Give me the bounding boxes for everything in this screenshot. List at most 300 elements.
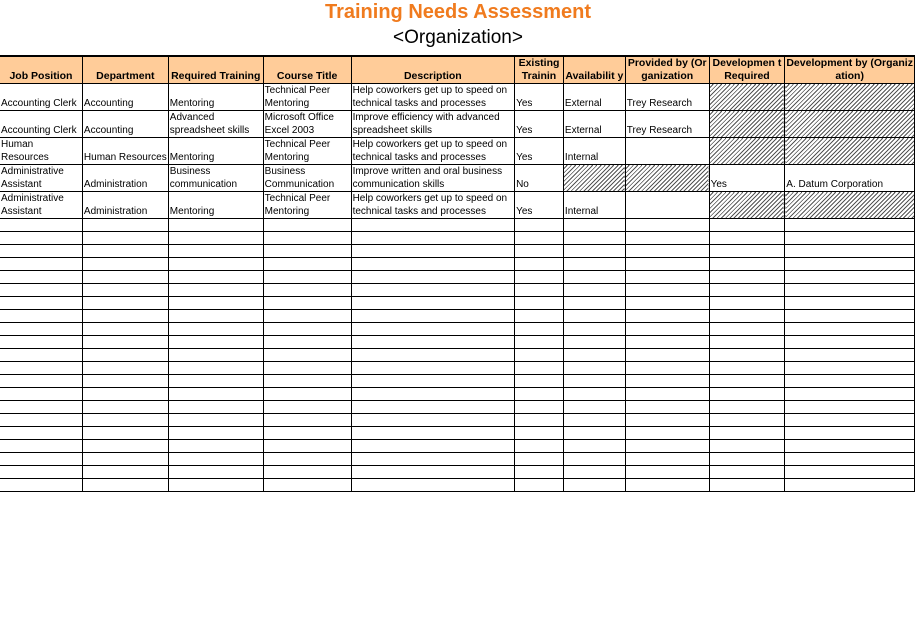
empty-cell[interactable] [515, 245, 564, 258]
empty-cell[interactable] [709, 362, 785, 375]
table-cell[interactable]: Internal [563, 138, 625, 165]
empty-cell[interactable] [263, 284, 351, 297]
empty-cell[interactable] [625, 440, 709, 453]
empty-row [0, 336, 915, 349]
empty-cell[interactable] [0, 297, 82, 310]
table-cell[interactable]: Mentoring [168, 84, 263, 111]
empty-row [0, 362, 915, 375]
empty-cell[interactable] [82, 258, 168, 271]
empty-cell[interactable] [263, 323, 351, 336]
table-cell[interactable] [625, 138, 709, 165]
empty-cell[interactable] [709, 323, 785, 336]
table-cell[interactable] [709, 192, 785, 219]
empty-cell[interactable] [0, 401, 82, 414]
empty-cell[interactable] [709, 232, 785, 245]
empty-cell[interactable] [82, 245, 168, 258]
empty-cell[interactable] [563, 453, 625, 466]
empty-cell[interactable] [351, 440, 515, 453]
empty-cell[interactable] [625, 232, 709, 245]
table-cell[interactable]: Help coworkers get up to speed on technical tasks and processes [351, 84, 515, 111]
empty-cell[interactable] [785, 427, 915, 440]
column-header[interactable]: Developmen t Required [709, 56, 785, 84]
table-cell[interactable] [785, 111, 915, 138]
empty-cell[interactable] [709, 219, 785, 232]
empty-cell[interactable] [625, 427, 709, 440]
empty-cell[interactable] [563, 375, 625, 388]
empty-cell[interactable] [263, 336, 351, 349]
empty-cell[interactable] [563, 349, 625, 362]
table-cell[interactable] [709, 138, 785, 165]
empty-cell[interactable] [351, 453, 515, 466]
empty-cell[interactable] [563, 284, 625, 297]
empty-cell[interactable] [563, 388, 625, 401]
empty-cell[interactable] [82, 414, 168, 427]
table-cell[interactable]: Administration [82, 192, 168, 219]
empty-cell[interactable] [168, 323, 263, 336]
empty-cell[interactable] [563, 414, 625, 427]
empty-cell[interactable] [168, 479, 263, 492]
table-cell[interactable]: Yes [515, 111, 564, 138]
table-cell[interactable] [625, 192, 709, 219]
table-row [0, 138, 915, 165]
table-cell[interactable] [785, 192, 915, 219]
table-cell[interactable]: Administration [82, 165, 168, 192]
empty-cell[interactable] [0, 284, 82, 297]
empty-cell[interactable] [0, 310, 82, 323]
table-cell[interactable]: Accounting [82, 84, 168, 111]
empty-row [0, 349, 915, 362]
empty-cell[interactable] [351, 388, 515, 401]
column-header[interactable]: Job Position [0, 56, 82, 84]
empty-cell[interactable] [351, 232, 515, 245]
table-cell[interactable]: A. Datum Corporation [785, 165, 915, 192]
table-cell[interactable] [785, 84, 915, 111]
empty-cell[interactable] [709, 271, 785, 284]
empty-cell[interactable] [709, 440, 785, 453]
table-cell[interactable]: Trey Research [625, 111, 709, 138]
empty-cell[interactable] [351, 258, 515, 271]
empty-cell[interactable] [785, 453, 915, 466]
empty-cell[interactable] [785, 479, 915, 492]
empty-cell[interactable] [515, 336, 564, 349]
empty-row [0, 297, 915, 310]
empty-cell[interactable] [168, 219, 263, 232]
empty-cell[interactable] [168, 336, 263, 349]
empty-cell[interactable] [351, 427, 515, 440]
empty-row [0, 401, 915, 414]
empty-cell[interactable] [625, 271, 709, 284]
empty-cell[interactable] [168, 349, 263, 362]
empty-cell[interactable] [0, 479, 82, 492]
empty-cell[interactable] [563, 245, 625, 258]
column-header[interactable]: Provided by (Organization [625, 56, 709, 84]
empty-cell[interactable] [263, 479, 351, 492]
empty-cell[interactable] [785, 323, 915, 336]
table-row [0, 165, 915, 192]
empty-cell[interactable] [263, 297, 351, 310]
empty-cell[interactable] [625, 401, 709, 414]
empty-cell[interactable] [0, 258, 82, 271]
empty-cell[interactable] [82, 453, 168, 466]
empty-cell[interactable] [82, 401, 168, 414]
empty-cell[interactable] [709, 414, 785, 427]
empty-row [0, 232, 915, 245]
table-cell[interactable]: External [563, 111, 625, 138]
empty-cell[interactable] [0, 388, 82, 401]
empty-cell[interactable] [351, 401, 515, 414]
empty-cell[interactable] [168, 232, 263, 245]
empty-cell[interactable] [0, 245, 82, 258]
empty-cell[interactable] [515, 388, 564, 401]
empty-cell[interactable] [785, 219, 915, 232]
column-header[interactable]: Existing Trainin [515, 56, 564, 84]
empty-cell[interactable] [82, 219, 168, 232]
table-cell[interactable] [709, 111, 785, 138]
table-cell[interactable]: Advanced spreadsheet skills [168, 111, 263, 138]
empty-cell[interactable] [263, 245, 351, 258]
empty-row [0, 479, 915, 492]
table-cell[interactable]: Yes [515, 84, 564, 111]
empty-cell[interactable] [515, 479, 564, 492]
empty-cell[interactable] [785, 388, 915, 401]
empty-cell[interactable] [515, 453, 564, 466]
empty-cell[interactable] [625, 375, 709, 388]
table-cell[interactable]: Help coworkers get up to speed on technical tasks and processes [351, 138, 515, 165]
empty-cell[interactable] [709, 375, 785, 388]
empty-cell[interactable] [709, 336, 785, 349]
table-cell[interactable]: Internal [563, 192, 625, 219]
table-cell[interactable]: Administrative Assistant [0, 165, 82, 192]
empty-cell[interactable] [515, 362, 564, 375]
empty-cell[interactable] [82, 466, 168, 479]
empty-cell[interactable] [168, 388, 263, 401]
empty-cell[interactable] [709, 388, 785, 401]
empty-cell[interactable] [709, 466, 785, 479]
empty-cell[interactable] [563, 232, 625, 245]
empty-cell[interactable] [82, 284, 168, 297]
empty-row [0, 466, 915, 479]
empty-row [0, 414, 915, 427]
empty-row [0, 310, 915, 323]
empty-cell[interactable] [0, 323, 82, 336]
empty-cell[interactable] [785, 466, 915, 479]
empty-cell[interactable] [82, 271, 168, 284]
empty-cell[interactable] [168, 466, 263, 479]
empty-cell[interactable] [563, 271, 625, 284]
empty-cell[interactable] [563, 427, 625, 440]
empty-cell[interactable] [785, 297, 915, 310]
empty-cell[interactable] [0, 440, 82, 453]
empty-cell[interactable] [563, 401, 625, 414]
empty-cell[interactable] [785, 245, 915, 258]
empty-cell[interactable] [625, 310, 709, 323]
table-row [0, 111, 915, 138]
table-cell[interactable]: Business Communication [263, 165, 351, 192]
empty-cell[interactable] [785, 362, 915, 375]
empty-cell[interactable] [625, 323, 709, 336]
empty-cell[interactable] [563, 440, 625, 453]
empty-cell[interactable] [785, 258, 915, 271]
empty-cell[interactable] [351, 284, 515, 297]
empty-cell[interactable] [351, 349, 515, 362]
empty-row [0, 427, 915, 440]
empty-cell[interactable] [515, 466, 564, 479]
empty-cell[interactable] [263, 414, 351, 427]
table-cell[interactable]: Improve efficiency with advanced spreadsheet skills [351, 111, 515, 138]
empty-cell[interactable] [263, 232, 351, 245]
table-cell[interactable]: Accounting [82, 111, 168, 138]
empty-cell[interactable] [0, 349, 82, 362]
empty-cell[interactable] [0, 453, 82, 466]
table-cell[interactable] [625, 165, 709, 192]
empty-cell[interactable] [515, 323, 564, 336]
table-cell[interactable]: Trey Research [625, 84, 709, 111]
empty-cell[interactable] [0, 362, 82, 375]
empty-cell[interactable] [168, 310, 263, 323]
empty-cell[interactable] [785, 310, 915, 323]
empty-row [0, 375, 915, 388]
table-row [0, 192, 915, 219]
empty-cell[interactable] [625, 245, 709, 258]
empty-cell[interactable] [0, 375, 82, 388]
empty-cell[interactable] [709, 479, 785, 492]
empty-cell[interactable] [0, 271, 82, 284]
organization-subtitle[interactable]: <Organization> [393, 27, 523, 48]
empty-cell[interactable] [0, 219, 82, 232]
column-header[interactable]: Development by (Organization) [786, 57, 913, 82]
empty-cell[interactable] [351, 479, 515, 492]
empty-cell[interactable] [82, 297, 168, 310]
empty-cell[interactable] [82, 388, 168, 401]
empty-cell[interactable] [515, 349, 564, 362]
empty-cell[interactable] [515, 310, 564, 323]
empty-row [0, 219, 915, 232]
empty-cell[interactable] [263, 258, 351, 271]
empty-cell[interactable] [0, 414, 82, 427]
empty-cell[interactable] [563, 258, 625, 271]
empty-cell[interactable] [625, 349, 709, 362]
empty-cell[interactable] [515, 284, 564, 297]
table-row [0, 84, 915, 111]
header-row [0, 56, 915, 84]
empty-cell[interactable] [351, 336, 515, 349]
empty-cell[interactable] [351, 271, 515, 284]
empty-cell[interactable] [563, 323, 625, 336]
empty-cell[interactable] [168, 362, 263, 375]
empty-cell[interactable] [515, 297, 564, 310]
column-header[interactable]: Availabilit y [563, 56, 625, 84]
empty-cell[interactable] [82, 479, 168, 492]
empty-cell[interactable] [515, 414, 564, 427]
empty-cell[interactable] [263, 401, 351, 414]
empty-cell[interactable] [263, 388, 351, 401]
empty-cell[interactable] [563, 466, 625, 479]
empty-cell[interactable] [82, 362, 168, 375]
table-cell[interactable] [563, 165, 625, 192]
empty-cell[interactable] [625, 388, 709, 401]
empty-cell[interactable] [82, 323, 168, 336]
empty-cell[interactable] [785, 284, 915, 297]
empty-cell[interactable] [263, 349, 351, 362]
empty-cell[interactable] [0, 232, 82, 245]
sheet-title: Training Needs Assessment [324, 1, 592, 23]
table-cell[interactable] [709, 84, 785, 111]
empty-cell[interactable] [785, 232, 915, 245]
column-header[interactable]: Required Training [168, 56, 263, 84]
empty-cell[interactable] [515, 375, 564, 388]
empty-cell[interactable] [263, 271, 351, 284]
table-cell[interactable]: Technical Peer Mentoring [263, 84, 351, 111]
table-cell[interactable]: Technical Peer Mentoring [263, 192, 351, 219]
empty-row [0, 453, 915, 466]
empty-cell[interactable] [563, 310, 625, 323]
empty-cell[interactable] [515, 232, 564, 245]
empty-cell[interactable] [625, 219, 709, 232]
table-cell[interactable]: Mentoring [168, 192, 263, 219]
empty-cell[interactable] [168, 284, 263, 297]
empty-cell[interactable] [709, 310, 785, 323]
empty-cell[interactable] [168, 414, 263, 427]
column-header[interactable]: Course Title [263, 56, 351, 84]
empty-cell[interactable] [709, 284, 785, 297]
empty-cell[interactable] [625, 453, 709, 466]
empty-cell[interactable] [709, 427, 785, 440]
empty-row [0, 440, 915, 453]
empty-cell[interactable] [351, 362, 515, 375]
empty-cell[interactable] [515, 401, 564, 414]
empty-cell[interactable] [625, 414, 709, 427]
table-cell[interactable]: Improve written and oral business communication skills [351, 165, 515, 192]
empty-row [0, 271, 915, 284]
empty-cell[interactable] [168, 245, 263, 258]
empty-row [0, 258, 915, 271]
empty-cell[interactable] [82, 232, 168, 245]
empty-cell[interactable] [351, 323, 515, 336]
column-header[interactable]: Description [351, 56, 515, 84]
empty-cell[interactable] [785, 349, 915, 362]
empty-cell[interactable] [82, 336, 168, 349]
empty-row [0, 388, 915, 401]
table-cell[interactable]: Technical Peer Mentoring [263, 138, 351, 165]
empty-cell[interactable] [263, 310, 351, 323]
empty-cell[interactable] [785, 401, 915, 414]
table-cell[interactable]: Yes [709, 165, 785, 192]
empty-cell[interactable] [168, 271, 263, 284]
empty-cell[interactable] [709, 258, 785, 271]
empty-cell[interactable] [625, 362, 709, 375]
empty-cell[interactable] [625, 479, 709, 492]
empty-cell[interactable] [515, 427, 564, 440]
table-cell[interactable]: Microsoft Office Excel 2003 [263, 111, 351, 138]
column-header[interactable]: Department [82, 56, 168, 84]
empty-cell[interactable] [785, 375, 915, 388]
empty-cell[interactable] [709, 401, 785, 414]
empty-cell[interactable] [351, 219, 515, 232]
table-cell[interactable]: Mentoring [168, 138, 263, 165]
empty-cell[interactable] [785, 440, 915, 453]
empty-cell[interactable] [168, 297, 263, 310]
empty-cell[interactable] [0, 466, 82, 479]
table-cell[interactable]: Business communication [168, 165, 263, 192]
empty-cell[interactable] [0, 427, 82, 440]
empty-cell[interactable] [515, 258, 564, 271]
empty-cell[interactable] [263, 375, 351, 388]
empty-cell[interactable] [82, 375, 168, 388]
empty-cell[interactable] [263, 362, 351, 375]
empty-cell[interactable] [351, 414, 515, 427]
empty-cell[interactable] [351, 466, 515, 479]
assessment-table [0, 55, 915, 492]
empty-cell[interactable] [351, 297, 515, 310]
empty-cell[interactable] [563, 336, 625, 349]
empty-cell[interactable] [82, 440, 168, 453]
table-cell[interactable]: Yes [515, 138, 564, 165]
empty-cell[interactable] [515, 440, 564, 453]
empty-cell[interactable] [785, 414, 915, 427]
table-cell[interactable]: Accounting Clerk [0, 84, 82, 111]
table-cell[interactable]: Human Resources [0, 138, 82, 165]
empty-cell[interactable] [625, 284, 709, 297]
empty-cell[interactable] [263, 427, 351, 440]
empty-cell[interactable] [515, 219, 564, 232]
table-cell[interactable] [785, 138, 915, 165]
empty-row [0, 245, 915, 258]
empty-row [0, 284, 915, 297]
empty-cell[interactable] [168, 375, 263, 388]
empty-cell[interactable] [168, 427, 263, 440]
empty-cell[interactable] [168, 440, 263, 453]
empty-cell[interactable] [709, 349, 785, 362]
empty-cell[interactable] [625, 336, 709, 349]
empty-cell[interactable] [625, 466, 709, 479]
empty-cell[interactable] [168, 453, 263, 466]
table-cell[interactable]: No [515, 165, 564, 192]
table-cell[interactable]: Administrative Assistant [0, 192, 82, 219]
empty-cell[interactable] [82, 310, 168, 323]
table-cell[interactable]: Yes [515, 192, 564, 219]
empty-cell[interactable] [563, 219, 625, 232]
empty-cell[interactable] [168, 401, 263, 414]
empty-row [0, 323, 915, 336]
empty-cell[interactable] [263, 466, 351, 479]
empty-cell[interactable] [625, 258, 709, 271]
empty-cell[interactable] [263, 219, 351, 232]
empty-cell[interactable] [709, 453, 785, 466]
table-cell[interactable]: Help coworkers get up to speed on technical tasks and processes [351, 192, 515, 219]
table-cell[interactable]: Human Resources [82, 138, 168, 165]
empty-cell[interactable] [263, 453, 351, 466]
empty-cell[interactable] [351, 375, 515, 388]
empty-cell[interactable] [82, 349, 168, 362]
table-cell[interactable]: Accounting Clerk [0, 111, 82, 138]
empty-cell[interactable] [563, 479, 625, 492]
empty-cell[interactable] [709, 297, 785, 310]
empty-cell[interactable] [709, 245, 785, 258]
empty-cell[interactable] [168, 258, 263, 271]
empty-cell[interactable] [351, 245, 515, 258]
empty-cell[interactable] [351, 310, 515, 323]
table-cell[interactable]: External [563, 84, 625, 111]
empty-cell[interactable] [625, 297, 709, 310]
empty-cell[interactable] [0, 336, 82, 349]
empty-cell[interactable] [515, 271, 564, 284]
empty-cell[interactable] [82, 427, 168, 440]
empty-cell[interactable] [785, 336, 915, 349]
empty-cell[interactable] [785, 271, 915, 284]
empty-cell[interactable] [263, 440, 351, 453]
empty-cell[interactable] [563, 362, 625, 375]
empty-cell[interactable] [563, 297, 625, 310]
